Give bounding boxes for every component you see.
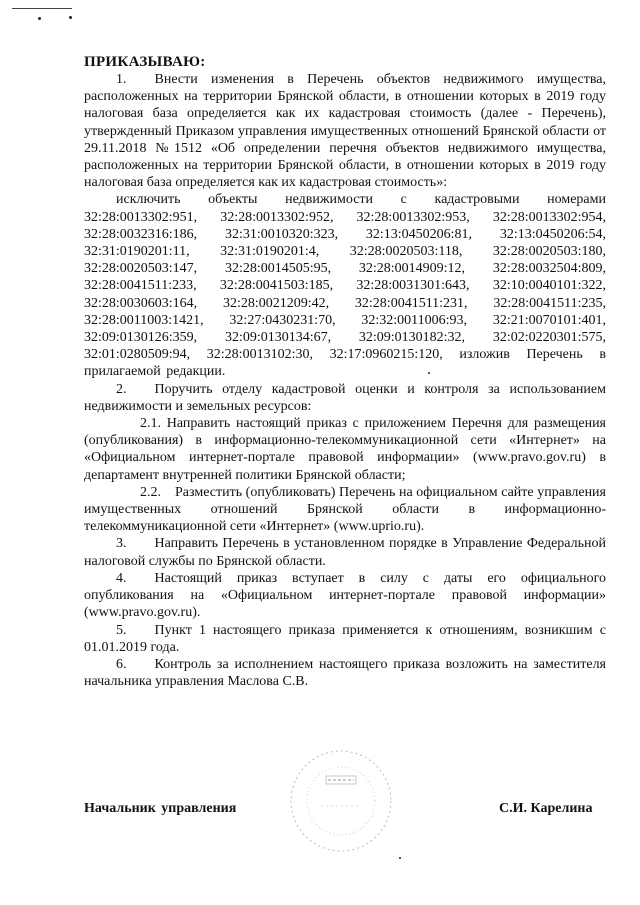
order-body xyxy=(84,71,606,690)
cadastral-numbers-list: 32:28:0013302:951, 32:28:0013302:952, 32:28:0013302:953, 32:28:0013302:954, 32:28:0032316:186, 32:31:0010320:323, 32:13:0450206:81, 32:13:0450206:54, 32:31:0190201:11, 32:31:0190201:4, 32:28:0020503:118, 32:28:0020503:180, 32:28:0020503:147, 32:28:0014505:95, 32:28:0014909:12, 32:28:0032504:809, 32:28:0041511:233, 32:28:0041503:185, 32:28:0031301:643, 32:10:0040101:322, 32:28:0030603:164, 32:28:0021209:42, 32:28:0041511:231, 32:28:0041511:235, 32:28:0011003:1421, 32:27:0430231:70, 32:32:0011006:93, 32:21:0070101:401, 32:09:0130126:359, 32:09:0130134:67, 32:09:0130182:32, 32:02:0220301:575, 32:01:0280509:94, 32:28:0013102:30, 32:17:0960215:120, изложив Перечень в прилагаемой редакции. xyxy=(84,209,607,380)
signatory-title: Начальник управления xyxy=(84,801,237,816)
item-5: 5. Пункт 1 настоящего приказа применяется к отношениям, возникшим с 01.01.2019 года. xyxy=(84,622,606,655)
scan-speck xyxy=(428,372,430,374)
order-heading: ПРИКАЗЫВАЮ: xyxy=(84,54,206,70)
item-3: 3. Направить Перечень в установленном порядке в Управление Федеральной налоговой службы по Брянской области. xyxy=(84,536,606,569)
item-2-2: 2.2. Разместить (опубликовать) Перечень на официальном сайте управления имущественных отношений Брянской области в информационно-телекоммуникационной сети «Интернет» (www.uprio.ru). xyxy=(84,484,606,535)
scan-speck xyxy=(69,16,72,19)
scan-edge-line xyxy=(12,8,72,9)
item-6: 6. Контроль за исполнением настоящего приказа возложить на заместителя начальника управления Маслова С.В. xyxy=(84,656,606,690)
item-1-intro: 1. Внести изменения в Перечень объектов недвижимого имущества, расположенных на территории Брянской области, в отношении которых в 2019 году налоговая база определяется как их кадастровая стоимость (далее - Перечень), утвержденный Приказом управления имущественных отношений Брянской области от 29.11.2018 №1512 «Об определении перечня объектов недвижимого имущества, расположенных на территории Брянской области, в отношении которых в 2019 году налоговая база определяется как их кадастровая стоимость»: xyxy=(84,72,606,191)
official-seal-stamp xyxy=(286,746,396,856)
exclude-intro: исключить объекты недвижимости с кадастровыми номерами xyxy=(116,192,606,208)
item-2-1: 2.1. Направить настоящий приказ с приложением Перечня для размещения (опубликования) в информационно-телекоммуникационной сети «Интернет» на «Официальном интернет-портале правовой информации» (www.pravo.gov.ru) в департамент внутренней политики Брянской области; xyxy=(84,416,606,483)
item-2: 2. Поручить отделу кадастровой оценки и контроля за использованием недвижимости и земельных ресурсов: xyxy=(84,381,606,414)
item-4: 4. Настоящий приказ вступает в силу с даты его официального опубликования на «Официальном интернет-портале правовой информации» (www.pravo.gov.ru). xyxy=(84,570,606,621)
scan-speck xyxy=(399,857,401,859)
signatory-name: С.И. Карелина xyxy=(499,801,593,816)
scan-speck xyxy=(38,17,41,20)
exclude-tail-inline: изложив Перечень в прилагаемой редакции. xyxy=(84,347,607,380)
